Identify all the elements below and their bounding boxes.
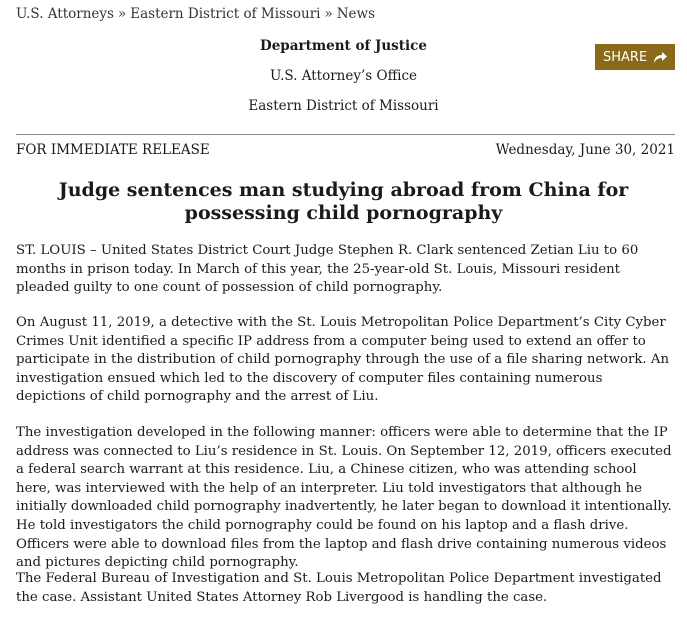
share-arrow-icon bbox=[651, 48, 669, 66]
header-divider bbox=[16, 134, 675, 135]
district-name: Eastern District of Missouri bbox=[248, 98, 439, 114]
article-paragraph: The Federal Bureau of Investigation and St. Louis Metropolitan Police Department investigated the case. Assistant United States Attorney Rob Livergood is handling the case. bbox=[16, 571, 662, 605]
release-date: Wednesday, June 30, 2021 bbox=[495, 142, 675, 158]
breadcrumb-link-eastern-district[interactable]: Eastern District of Missouri bbox=[130, 6, 321, 22]
article-paragraph: The investigation developed in the following manner: officers were able to determine that the IP address was connected to Liu’s residence in St. Louis. On September 12, 2019, officers executed a federal search warrant at this residence. Liu, a Chinese citizen, who was attending school here, was interviewed with the help of an interpreter. Liu told investigators that although he initially downloaded child pornography inadvertently, he later began to download it intentionally. He told investigators the child pornography could be found on his laptop and a flash drive. Officers were able to download files from the laptop and flash drive containing numerous videos and pictures depicting child pornography. bbox=[16, 425, 672, 571]
breadcrumb-link-us-attorneys[interactable]: U.S. Attorneys bbox=[16, 6, 114, 22]
release-label: FOR IMMEDIATE RELEASE bbox=[16, 142, 210, 158]
department-name: Department of Justice bbox=[260, 38, 427, 54]
article-headline: Judge sentences man studying abroad from China for possessing child pornography bbox=[58, 179, 629, 224]
breadcrumb bbox=[16, 6, 375, 22]
breadcrumb-link-news[interactable]: News bbox=[336, 6, 376, 22]
breadcrumb-separator: » bbox=[324, 6, 333, 22]
share-label: SHARE bbox=[603, 49, 648, 65]
office-name: U.S. Attorney’s Office bbox=[269, 68, 418, 84]
share-button[interactable] bbox=[595, 44, 675, 70]
article-paragraph: ST. LOUIS – United States District Court Judge Stephen R. Clark sentenced Zetian Liu to 60 months in prison today. In March of this year, the 25-year-old St. Louis, Missouri resident pleaded guilty to one count of possession of child pornography. bbox=[16, 243, 639, 296]
breadcrumb-separator: » bbox=[117, 6, 127, 22]
article-paragraph: On August 11, 2019, a detective with the St. Louis Metropolitan Police Department’s City Cyber Crimes Unit identified a specific IP address from a computer being used to extend an offer to participate in the distribution of child pornography through the use of a file sharing network. An investigation ensued which led to the discovery of computer files containing numerous depictions of child pornography and the arrest of Liu. bbox=[16, 315, 670, 405]
